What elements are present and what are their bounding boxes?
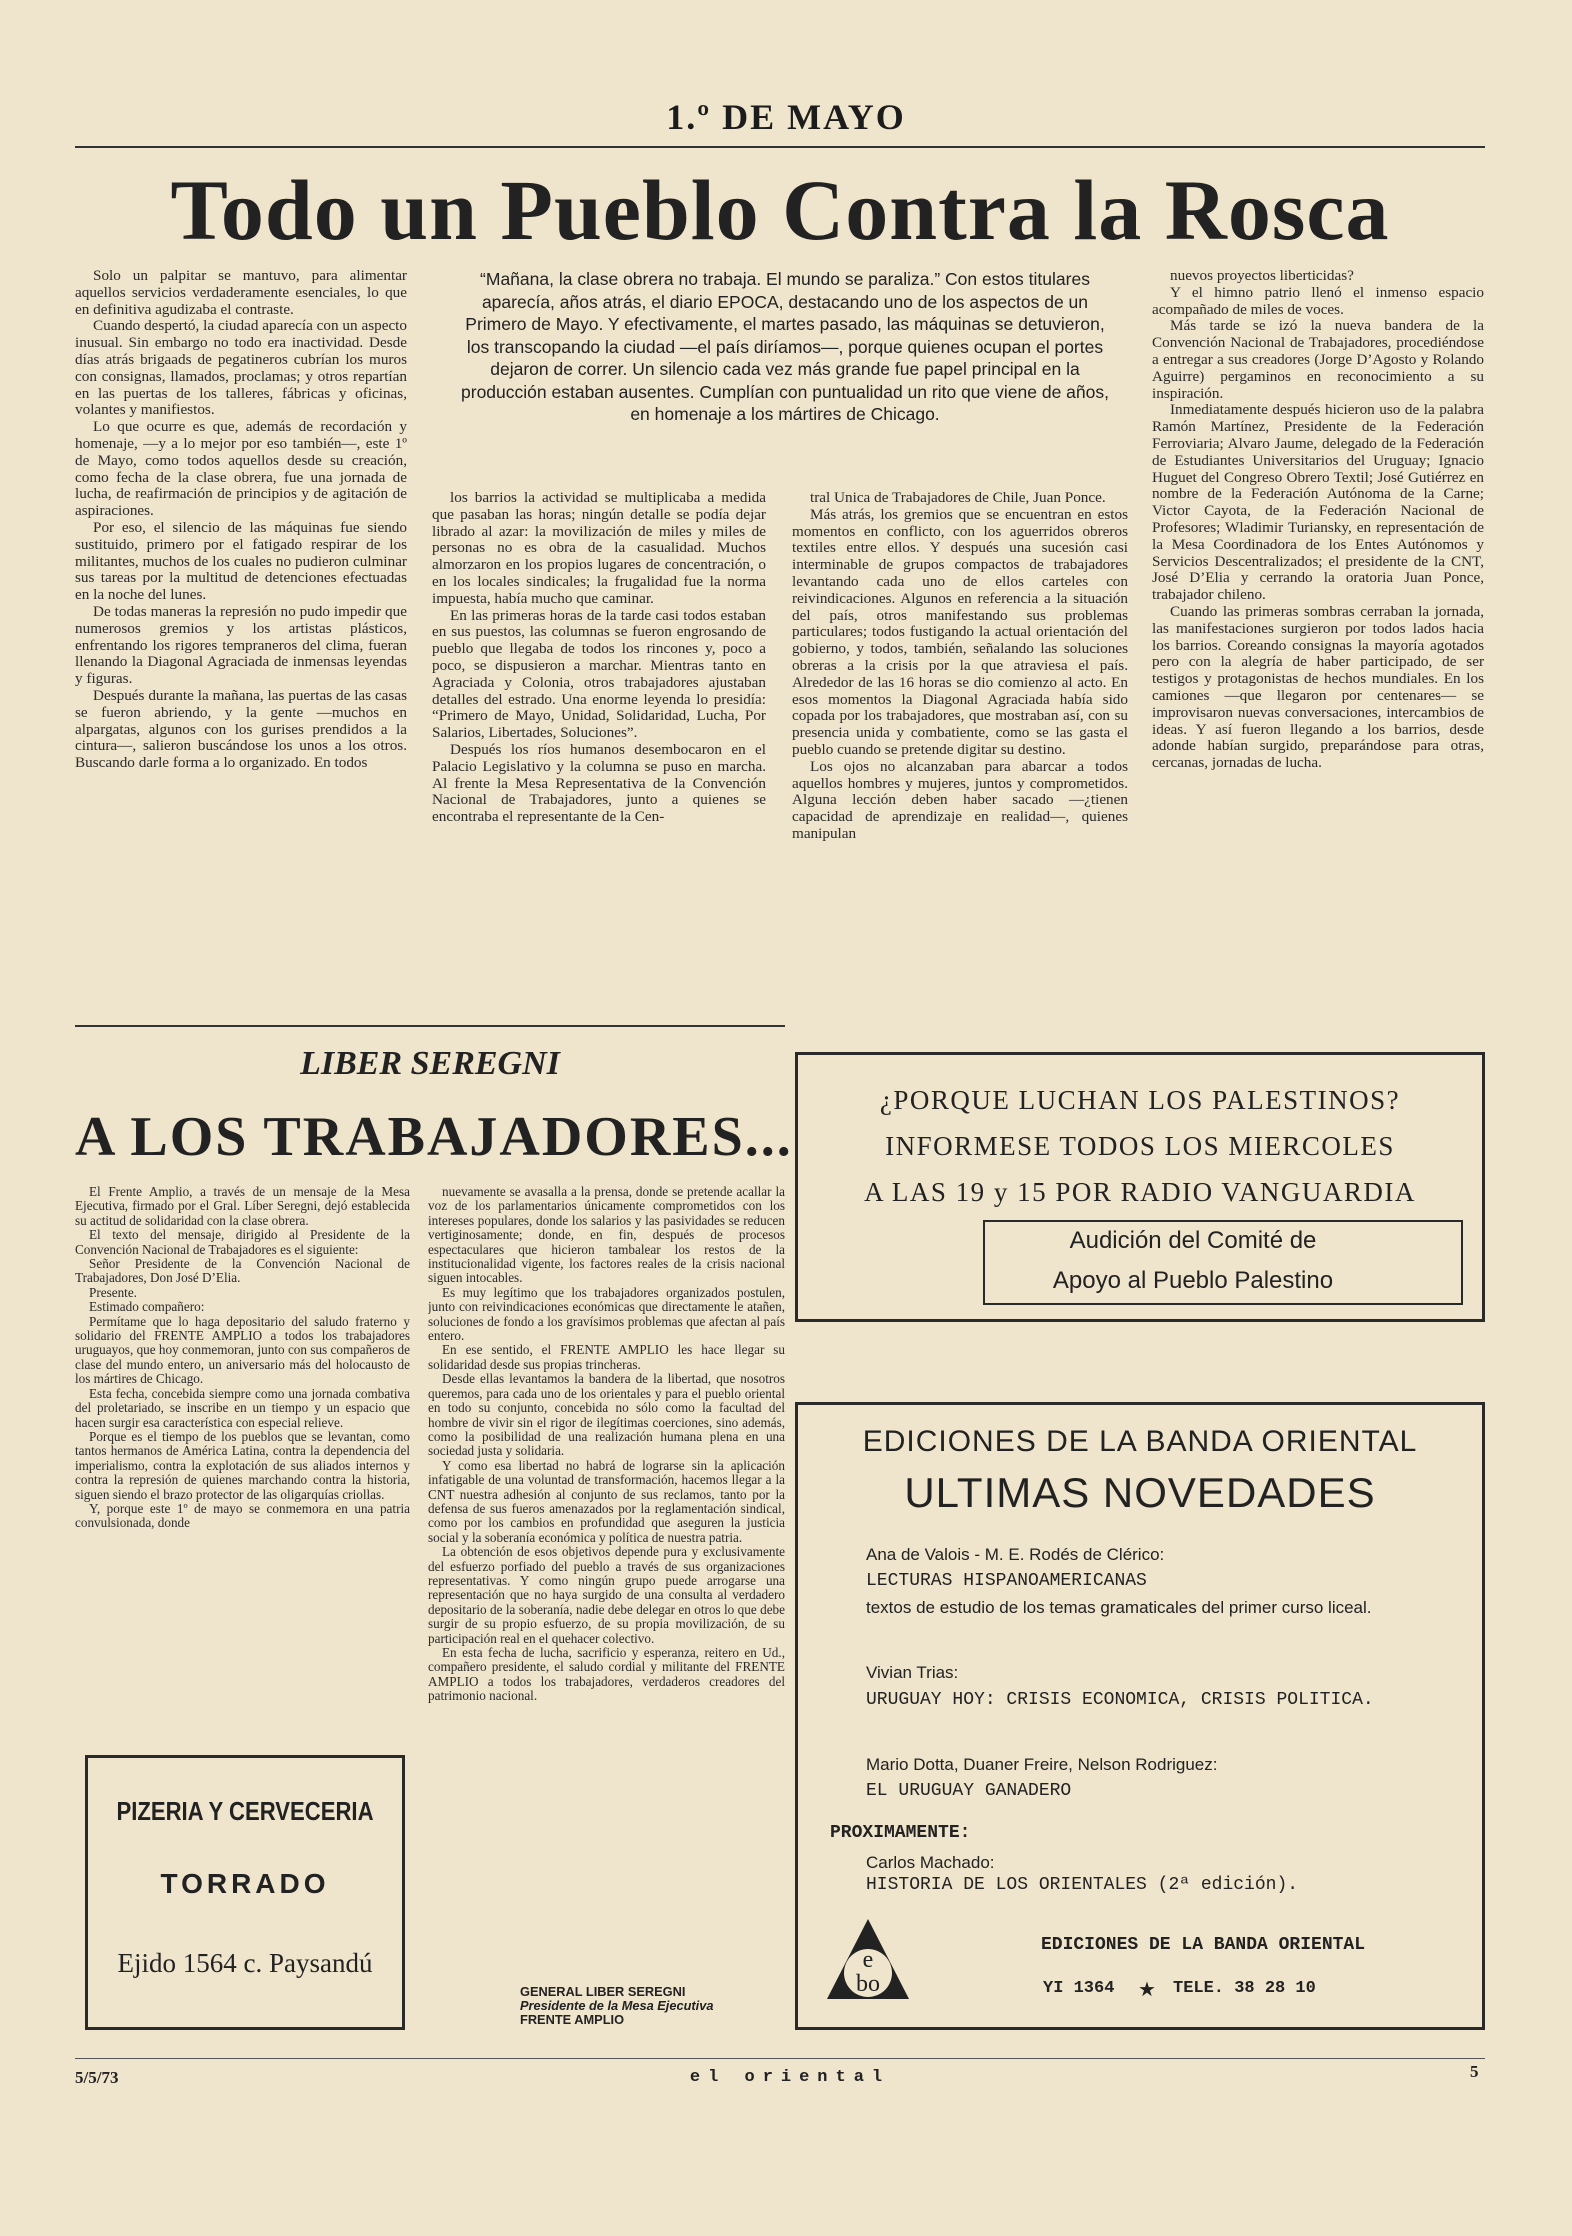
seregni-paragraph: Es muy legítimo que los trabajadores organizados postulen, junto con reivindicaciones económicas que directamente le atañen, soluciones de fondo a los gravísimos problemas que afectan al país entero. bbox=[428, 1284, 785, 1344]
pizzeria-address: Ejido 1564 c. Paysandú bbox=[117, 1948, 373, 1978]
article-paragraph: Después durante la mañana, las puertas de las casas se fueron abriendo, y la gente —muchos en alpargatas, algunos con los gurises prendidos a la cintura—, salieron buscándose los unos a los otros. Buscando darle forma a lo organizado. En todos bbox=[75, 686, 407, 772]
page-number: 5 bbox=[1470, 2062, 1479, 2081]
palestinos-info: INFORMESE TODOS LOS MIERCOLES bbox=[885, 1131, 1395, 1161]
article-intro: “Mañana, la clase obrera no trabaja. El mundo se paraliza.” Con estos titulares aparecía, años atrás, el diario EPOCA, destacando uno de los aspectos de un Primero de Mayo. Y efectivamente, el martes pasado, las máquinas se detuvieron, los transcopando la ciudad —el país diríamos—, porque quienes ocupan el portes dejaron de correr. Un silencio cada vez más grande fue papel principal en la producción estaban ausentes. Cumplían con puntualidad un rito que viene de años, en homenaje a los mártires de Chicago. bbox=[461, 269, 1109, 424]
palestinos-inner-line-1: Audición del Comité de bbox=[1069, 1227, 1317, 1254]
seregni-paragraph: La obtención de esos objetivos depende pura y exclusivamente del esfuerzo porfiado del pueblo a través de sus organizaciones representativas. Y como ningún grupo puede arrogarse una representación que no haya surgido de una consulta al verdadero depositario de la soberanía, nadie debe delegar en otros lo que debe surgir de su propio esfuerzo, de su propia movilización, de su participación real en el quehacer colectivo. bbox=[428, 1544, 785, 1646]
seregni-paragraph: En ese sentido, el FRENTE AMPLIO les hace llegar su solidaridad desde sus propias trincheras. bbox=[428, 1342, 785, 1372]
article-paragraph: En las primeras horas de la tarde casi todos estaban en sus puestos, las columnas se fueron engrosando de pueblo que llegaba de todos los rincones y, poco a poco, se dispusieron a marchar. Mientras tanto en Agraciada y Colonia, otros trabajadores ajustaban detalles del estrado. Una enorme leyenda lo presidía: “Primero de Mayo, Unidad, Solidaridad, Lucha, Por Salarios, Libertades, Soluciones”. bbox=[432, 606, 766, 742]
signature-name: GENERAL LIBER SEREGNI bbox=[520, 1984, 686, 1999]
palestinos-inner-line-2: Apoyo al Pueblo Palestino bbox=[1052, 1267, 1334, 1294]
seregni-column-2 bbox=[428, 1185, 785, 1905]
footer-rule bbox=[75, 2058, 1485, 2059]
seregni-paragraph: Presente. bbox=[89, 1284, 137, 1300]
article-paragraph: Cuando las primeras sombras cerraban la jornada, las manifestaciones surgieron por todos lados hacia los barrios. Coreando consignas la mayoría agotados pero con la alegría de haber participado, de ser testigos y protagonistas de hechos mundiales. En los camiones —que llegaron por centenares— se improvisaron nuevas conversaciones, intercambios de ideas. Y así fueron llegando a los barrios, desde adonde habían surgido, preparándose para otras, cercanas, jornadas de lucha. bbox=[1152, 602, 1484, 772]
ediciones-footer-name: EDICIONES DE LA BANDA ORIENTAL bbox=[1040, 1935, 1366, 1955]
signature-org: FRENTE AMPLIO bbox=[520, 2012, 625, 2027]
article-column-1 bbox=[75, 268, 407, 1020]
next-title: HISTORIA DE LOS ORIENTALES (2ª edición). bbox=[866, 1875, 1299, 1895]
ediciones-tel: TELE. 38 28 10 bbox=[1173, 1979, 1316, 1998]
proximamente-label: PROXIMAMENTE: bbox=[830, 1823, 971, 1843]
seregni-paragraph: El texto del mensaje, dirigido al Presidente de la Convención Nacional de Trabajadores es el siguiente: bbox=[75, 1227, 410, 1257]
seregni-paragraph: Esta fecha, concebida siempre como una jornada combativa del proletariado, se inscribe en un tiempo y un espacio que hacen surgir esa característica con especial relieve. bbox=[75, 1385, 410, 1430]
article-paragraph: Después los ríos humanos desembocaron en el Palacio Legislativo y la columna se puso en marcha. Al frente la Mesa Representativa de la Convención Nacional de Trabajadores, junto a quienes se encontraba el representante de la Cen- bbox=[432, 740, 766, 826]
article-paragraph: Más tarde se izó la nueva bandera de la Convención Nacional de Trabajadores, procediéndose a entregar a sus creadores (Jorge D’Agosto y Rolando Aguirre) pergaminos en reconocimiento a su inspiración. bbox=[1152, 317, 1484, 402]
book-1-note: textos de estudio de los temas gramaticales del primer curso liceal. bbox=[866, 1598, 1372, 1617]
article-paragraph: Cuando despertó, la ciudad aparecía con un aspecto inusual. Sin embargo no todo era inactividad. Desde días atrás brigaads de pegatineros cubrían los muros con consignas, llamados, proclamas; y otros repartían en las puertas de los talleres, fábricas y oficinas, volantes y manifiestos. bbox=[75, 317, 407, 419]
article-paragraph: los barrios la actividad se multiplicaba a medida que pasaban las horas; ningún detalle se podía dejar librado al azar: la movilización de miles y miles de personas no es obra de la casualidad. Muchos almorzaron en los propios lugares de concentración, o en los locales sindicales; la frugalidad fue la norma impuesta, había mucho que caminar. bbox=[432, 490, 766, 607]
ediciones-publisher: EDICIONES DE LA BANDA ORIENTAL bbox=[862, 1425, 1418, 1458]
footer-date: 5/5/73 bbox=[75, 2068, 119, 2087]
article-paragraph: Lo que ocurre es que, además de recordación y homenaje, —y a lo mejor por eso también—, este 1º de Mayo, como todos aquellos desde su creación, como fecha de la clase obrera, fue una jornada de lucha, de reafirmación de principios y de agitación de aspiraciones. bbox=[75, 418, 407, 520]
article-paragraph: nuevos proyectos liberticidas? bbox=[1170, 268, 1354, 284]
seregni-paragraph: Señor Presidente de la Convención Nacional de Trabajadores, Don José D’Elia. bbox=[75, 1256, 410, 1286]
svg-text:e: e bbox=[862, 1947, 874, 1973]
section-rule bbox=[75, 1025, 785, 1027]
pizzeria-name: PIZERIA Y CERVECERIA bbox=[116, 1796, 374, 1826]
article-column-3 bbox=[792, 490, 1128, 1020]
book-3-author: Mario Dotta, Duaner Freire, Nelson Rodriguez: bbox=[866, 1755, 1218, 1774]
article-column-2 bbox=[432, 490, 766, 1020]
book-2-title: URUGUAY HOY: CRISIS ECONOMICA, CRISIS POLITICA. bbox=[866, 1690, 1374, 1710]
ebo-logo bbox=[823, 1915, 913, 2005]
next-author: Carlos Machado: bbox=[866, 1853, 995, 1872]
seregni-paragraph: Porque es el tiempo de los pueblos que se levantan, como tantos hermanos de América Latina, contra la dependencia del imperialismo, contra la explotación de sus aliados internos y contra la represión de quienes marchando contra la historia, siguen siendo el brazo protector de las oligarquías criollas. bbox=[75, 1428, 410, 1502]
seregni-kicker: LIBER SEREGNI bbox=[300, 1045, 560, 1082]
palestinos-inner-text bbox=[983, 1221, 1403, 1301]
seregni-paragraph: Y como esa libertad no habrá de lograrse sin la aplicación infatigable de una voluntad de transformación, hacemos llegar a la CNT nuestra adhesión al conjunto de sus reclamos, tanto por la defensa de sus fueros amenazados por la reglamentación sindical, como por los cambios en profundidad que aseguren la justicia social y la soberanía económica y política de nuestra patria. bbox=[428, 1457, 785, 1545]
ediciones-address: YI 1364 bbox=[1043, 1979, 1115, 1998]
seregni-paragraph: En esta fecha de lucha, sacrificio y esperanza, reitero en Ud., compañero presidente, el saludo cordial y militante del FRENTE AMPLIO a todos los trabajadores, verdaderos creadores del patrimonio nacional. bbox=[428, 1645, 785, 1704]
seregni-column-1 bbox=[75, 1185, 410, 1725]
star-icon: ★ bbox=[1138, 1979, 1156, 2001]
article-paragraph: tral Unica de Trabajadores de Chile, Juan Ponce. bbox=[810, 490, 1106, 506]
section-kicker: 1.º DE MAYO bbox=[666, 97, 906, 137]
seregni-paragraph: Permítame que lo haga depositario del saludo fraterno y solidario del FRENTE AMPLIO a todos los trabajadores uruguayos, que hoy conmemoran, junto con sus compañeros de clase del mundo entero, un aniversario más del holocausto de los mártires de Chicago. bbox=[75, 1313, 410, 1387]
seregni-paragraph: Y, porque este 1º de mayo se conmemora en una patria convulsionada, donde bbox=[75, 1500, 410, 1531]
seregni-title: A LOS TRABAJADORES... bbox=[75, 1106, 793, 1168]
footer-paper-name: el oriental bbox=[689, 2068, 891, 2087]
seregni-paragraph: Desde ellas levantamos la bandera de la libertad, que nosotros queremos, para cada uno de los orientales y para el pueblo oriental en todo su conjunto, concebida no sólo como la facultad del hombre de vivir sin el rigor de ilegítimas coerciones, sino además, como la posibilidad de una realización humana plena en una sociedad justa y solidaria. bbox=[428, 1371, 785, 1459]
pizzeria-brand: TORRADO bbox=[160, 1868, 330, 1899]
article-paragraph: Inmediatamente después hicieron uso de la palabra Ramón Martínez, Presidente de la Federación Ferroviaria; Alvaro Jaume, delegado de la Federación de Estudiantes Universitarios del Uruguay; Ignacio Huguet del Congreso Obrero Textil; José Gutiérrez en nombre de la Federación Autónoma de la Carne; Victor Cayota, de la Federación Nacional de Profesores; Wladimir Turiansky, en representación de la Mesa Coordinadora de los Entes Autónomos y Servicios Descentralizados; el presidente de la CNT, José D’Elia y cerrando la oratoria Juan Ponce, trabajador chileno. bbox=[1152, 401, 1484, 604]
ediciones-ad bbox=[795, 1402, 1485, 2030]
palestinos-time: A LAS 19 y 15 POR RADIO VANGUARDIA bbox=[864, 1177, 1416, 1207]
svg-text:bo: bo bbox=[856, 1971, 880, 1997]
seregni-paragraph: Estimado compañero: bbox=[89, 1299, 205, 1315]
book-1-title: LECTURAS HISPANOAMERICANAS bbox=[866, 1571, 1147, 1591]
pizzeria-ad bbox=[85, 1755, 405, 2030]
article-paragraph: Y el himno patrio llenó el inmenso espacio acompañado de miles de voces. bbox=[1152, 283, 1484, 318]
seregni-signature bbox=[520, 1985, 790, 2027]
article-paragraph: Por eso, el silencio de las máquinas fue siendo sustituido, primero por el fatigado respirar de los militantes, muchos de los cuales no pudieron culminar sus tareas por la multitud de detenciones efectuadas en la noche del lunes. bbox=[75, 518, 407, 604]
ediciones-heading: ULTIMAS NOVEDADES bbox=[904, 1469, 1376, 1516]
palestinos-ad bbox=[795, 1052, 1485, 1322]
seregni-paragraph: El Frente Amplio, a través de un mensaje de la Mesa Ejecutiva, firmado por el Gral. Líber Seregni, dejó establecida su actitud de solidaridad con la clase obrera. bbox=[75, 1185, 410, 1228]
article-paragraph: De todas maneras la represión no pudo impedir que numerosos gremios y los artistas plásticos, enfrentando los rigores tempraneros del clima, fueran llenando la Diagonal Agraciada de inmensas leyendas y figuras. bbox=[75, 602, 407, 688]
book-2-author: Vivian Trias: bbox=[866, 1663, 959, 1682]
article-paragraph: Los ojos no alcanzaban para abarcar a todos aquellos hombres y mujeres, juntos y comprometidos. Alguna lección deben haber sacado —¿tienen capacidad de aprendizaje en realidad—, quienes manipulan bbox=[792, 757, 1128, 842]
article-paragraph: Más atrás, los gremios que se encuentran en estos momentos en conflicto, con los aguerridos obreros textiles entre ellos. Y después una sucesión casi interminable de grupos compactos de trabajadores levantando cada uno de ellos carteles con reivindicaciones. Algunos en referencia a la situación del país, otros manifestando sus problemas particulares; todos fustigando la actual orientación del gobierno, y todos, también, señalando las soluciones obreras a la crisis por la que atraviesa el país. Alrededor de las 16 horas se dio comienzo al acto. En esos momentos la Diagonal Agraciada había sido copada por los trabajadores, que mostraban así, con su presencia unida y combatiente, como se las gasta el pueblo cuando se pretende digitar su destino. bbox=[792, 505, 1128, 758]
article-column-4 bbox=[1152, 268, 1484, 1020]
headline: Todo un Pueblo Contra la Rosca bbox=[170, 162, 1390, 258]
book-1-author: Ana de Valois - M. E. Rodés de Clérico: bbox=[866, 1545, 1165, 1564]
signature-role: Presidente de la Mesa Ejecutiva bbox=[520, 1998, 714, 2013]
book-3-title: EL URUGUAY GANADERO bbox=[866, 1781, 1072, 1801]
palestinos-question: ¿PORQUE LUCHAN LOS PALESTINOS? bbox=[879, 1085, 1401, 1115]
article-paragraph: Solo un palpitar se mantuvo, para alimentar aquellos servicios verdaderamente esenciales, lo que en definitiva agudizaba el contraste. bbox=[75, 268, 407, 318]
seregni-paragraph: nuevamente se avasalla a la prensa, donde se pretende acallar la voz de los parlamentarios únicamente comprometidos con los intereses populares, donde los salarios y las pasividades se reducen vertiginosamente; donde, en fin, después de procesos espectaculares que hicieron tambalear los restos de la institucionalidad vigente, los factores reales de la crisis nacional siguen intocables. bbox=[428, 1185, 785, 1286]
top-rule bbox=[75, 146, 1485, 148]
